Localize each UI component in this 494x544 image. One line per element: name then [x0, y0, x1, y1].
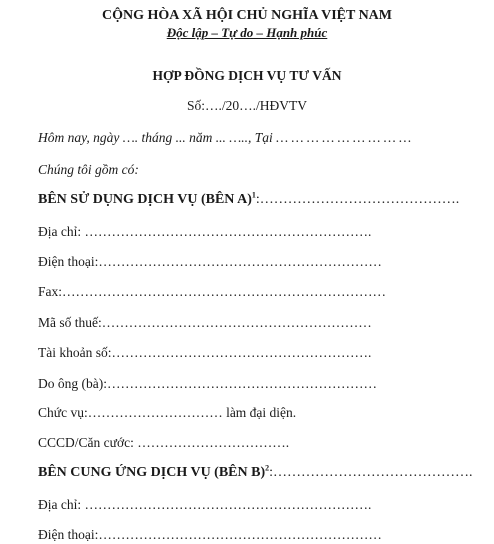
- party-b-address: Địa chỉ: ……………………………………………………….: [38, 497, 372, 512]
- party-a-tax-code: Mã số thuế:……………………………………………………: [38, 315, 372, 330]
- parties-intro: Chúng tôi gồm có:: [38, 162, 139, 177]
- party-a-heading: [38, 192, 459, 208]
- document-number: Số:…./20…./HĐVTV: [186, 98, 307, 113]
- party-a-heading-text: BÊN SỬ DỤNG DỊCH VỤ (BÊN A): [38, 192, 252, 207]
- party-a-position: Chức vụ:………………………… làm đại diện.: [38, 405, 297, 420]
- party-a-fax: Fax:………………………………………………………………: [38, 284, 387, 299]
- date-place-line: Hôm nay, ngày …. tháng ... năm ... ….., Tại … … … … … … … … …: [38, 130, 412, 145]
- national-title: CỘNG HÒA XÃ HỘI CHỦ NGHĨA VIỆT NAM: [101, 8, 392, 23]
- party-b-heading-text: BÊN CUNG ỨNG DỊCH VỤ (BÊN B): [38, 465, 266, 480]
- party-a-bank-account: Tài khoản số:………………………………………………….: [38, 345, 372, 360]
- party-a-phone: Điện thoại:………………………………………………………: [38, 254, 382, 269]
- document-title: HỢP ĐỒNG DỊCH VỤ TƯ VẤN: [152, 68, 342, 83]
- party-a-representative: Do ông (bà):……………………………………………………: [38, 376, 377, 391]
- party-b-phone: Điện thoại:………………………………………………………: [38, 527, 382, 542]
- party-a-footnote-mark: 1: [251, 190, 256, 200]
- party-b-heading: [38, 465, 473, 481]
- party-b-footnote-mark: 2: [265, 463, 270, 473]
- motto: Độc lập – Tự do – Hạnh phúc: [166, 25, 328, 40]
- party-a-heading-fill: :…………………………………….: [255, 192, 460, 207]
- party-a-address: Địa chỉ: ……………………………………………………….: [38, 224, 372, 239]
- party-b-heading-fill: :…………………………………….: [269, 465, 473, 480]
- party-a-id-card: CCCD/Căn cước: …………………………….: [38, 435, 290, 450]
